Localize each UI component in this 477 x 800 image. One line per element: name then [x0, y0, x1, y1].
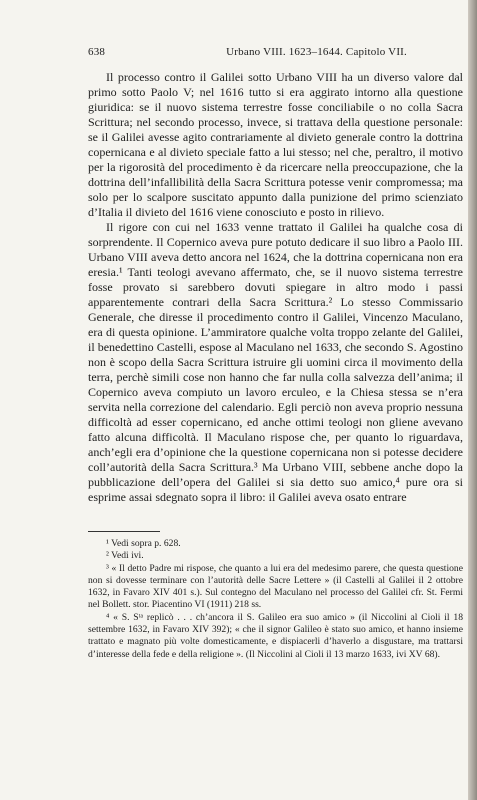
paragraph: Il rigore con cui nel 1633 venne trattato il Galilei ha qualche cosa di sorprendente. Il Copernico aveva pure potuto dedicare il suo libro a Paolo III. Urbano VIII aveva detto ancora nel 1624, che la dottrina copernicana non era eresia.¹ Tanti teologi avevano affermato, che, se il nuovo sistema terrestre fosse provato si sarebbero dovuti spiegare in altro modo i passi apparentemente contrari della Sacra Scrittura.² Lo stesso Commissario Generale, che diresse il procedimento contro il Galilei, Vincenzo Maculano, era di questa opinione. L’ammiratore qualche volta troppo zelante del Galilei, il benedettino Castelli, espose al Maculano nel 1633, che secondo S. Agostino non è scopo della Sacra Scrittura istruire gli uomini circa il movimento della terra, perchè simili cose non hanno che far nulla colla salvezza dell’anima; il Copernico aveva compiuto un lavoro erculeo, e la Chiesa stessa se n’era servita nella correzione del calendario. Egli perciò non aveva proprio nessuna difficoltà ad esser copernicano, ed anche ottimi teologi non gliene avevano fatto alcuna difficoltà. Il Maculano rispose che, per quanto lo riguardava, anch’egli era d’opinione che la questione copernicana non si potesse decidere coll’autorità della Sacra Scrittura.³ Ma Urbano VIII, sebbene anche dopo la pubblicazione dell’opera del Galilei si sia detto suo amico,⁴ pure ora si esprime assai sdegnato sopra il libro: il Galilei aveva osato entrare [88, 220, 463, 504]
paragraph: Il processo contro il Galilei sotto Urbano VIII ha un diverso valore dal primo sotto Paolo V; nel 1616 tutto si era aggirato intorno alla questione giuridica: se il nuovo sistema terrestre fosse conciliabile o no colla Sacra Scrittura; nel secondo processo, invece, si trattava della questione personale: se il Galilei avesse agito contrariamente al divieto generale contro la dottrina copernicana e al divieto speciale fatto a lui stesso; nel che, peraltro, il motivo per la rigorosità del procedimento è da ricercare nella preoccupazione, che la dottrina dell’infallibilità della Sacra Scrittura potesse venir compromessa; ma solo per lo scalpore suscitato appunto dalla punizione del primo scienziato d’Italia il divieto del 1616 viene conosciuto e posto in rilievo. [88, 70, 463, 219]
running-header [88, 46, 463, 58]
footnote: ⁴ « S. Sᵗᵃ replicò . . . ch’ancora il S. Galileo era suo amico » (il Niccolini al Cioli il 18 settembre 1632, in Favaro XIV 392); « che il signor Galileo è stato suo amico, et hanno insieme trattato e magnato più volte domesticamente, e dispiacerli d’haverlo a disgustare, ma trattarsi d’interesse della fede e della religione ». (Il Niccolini al Cioli il 13 marzo 1633, ivi XV 68). [88, 611, 463, 660]
footnote: ² Vedi ivi. [106, 550, 144, 562]
page-number: 638 [88, 46, 106, 58]
page-edge-shadow [468, 0, 477, 800]
footnotes [88, 538, 463, 661]
footnote: ¹ Vedi sopra p. 628. [106, 538, 181, 549]
footnote: ³ « Il detto Padre mi rispose, che quanto a lui era del medesimo parere, che questa questione non si dovesse terminare con l’autorità delle Sacre Lettere » (il Castelli al Galilei il 2 ottobre 1632, in Favaro XIV 401 s.). Sul contegno del Maculano nel processo del Galilei cfr. St. Fermi nel Bollett. stor. Piacentino VI (1911) 218 ss. [88, 562, 463, 611]
running-title: Urbano VIII. 1623–1644. Capitolo VII. [226, 46, 407, 58]
main-text [88, 70, 463, 505]
footnote-separator [88, 531, 160, 532]
